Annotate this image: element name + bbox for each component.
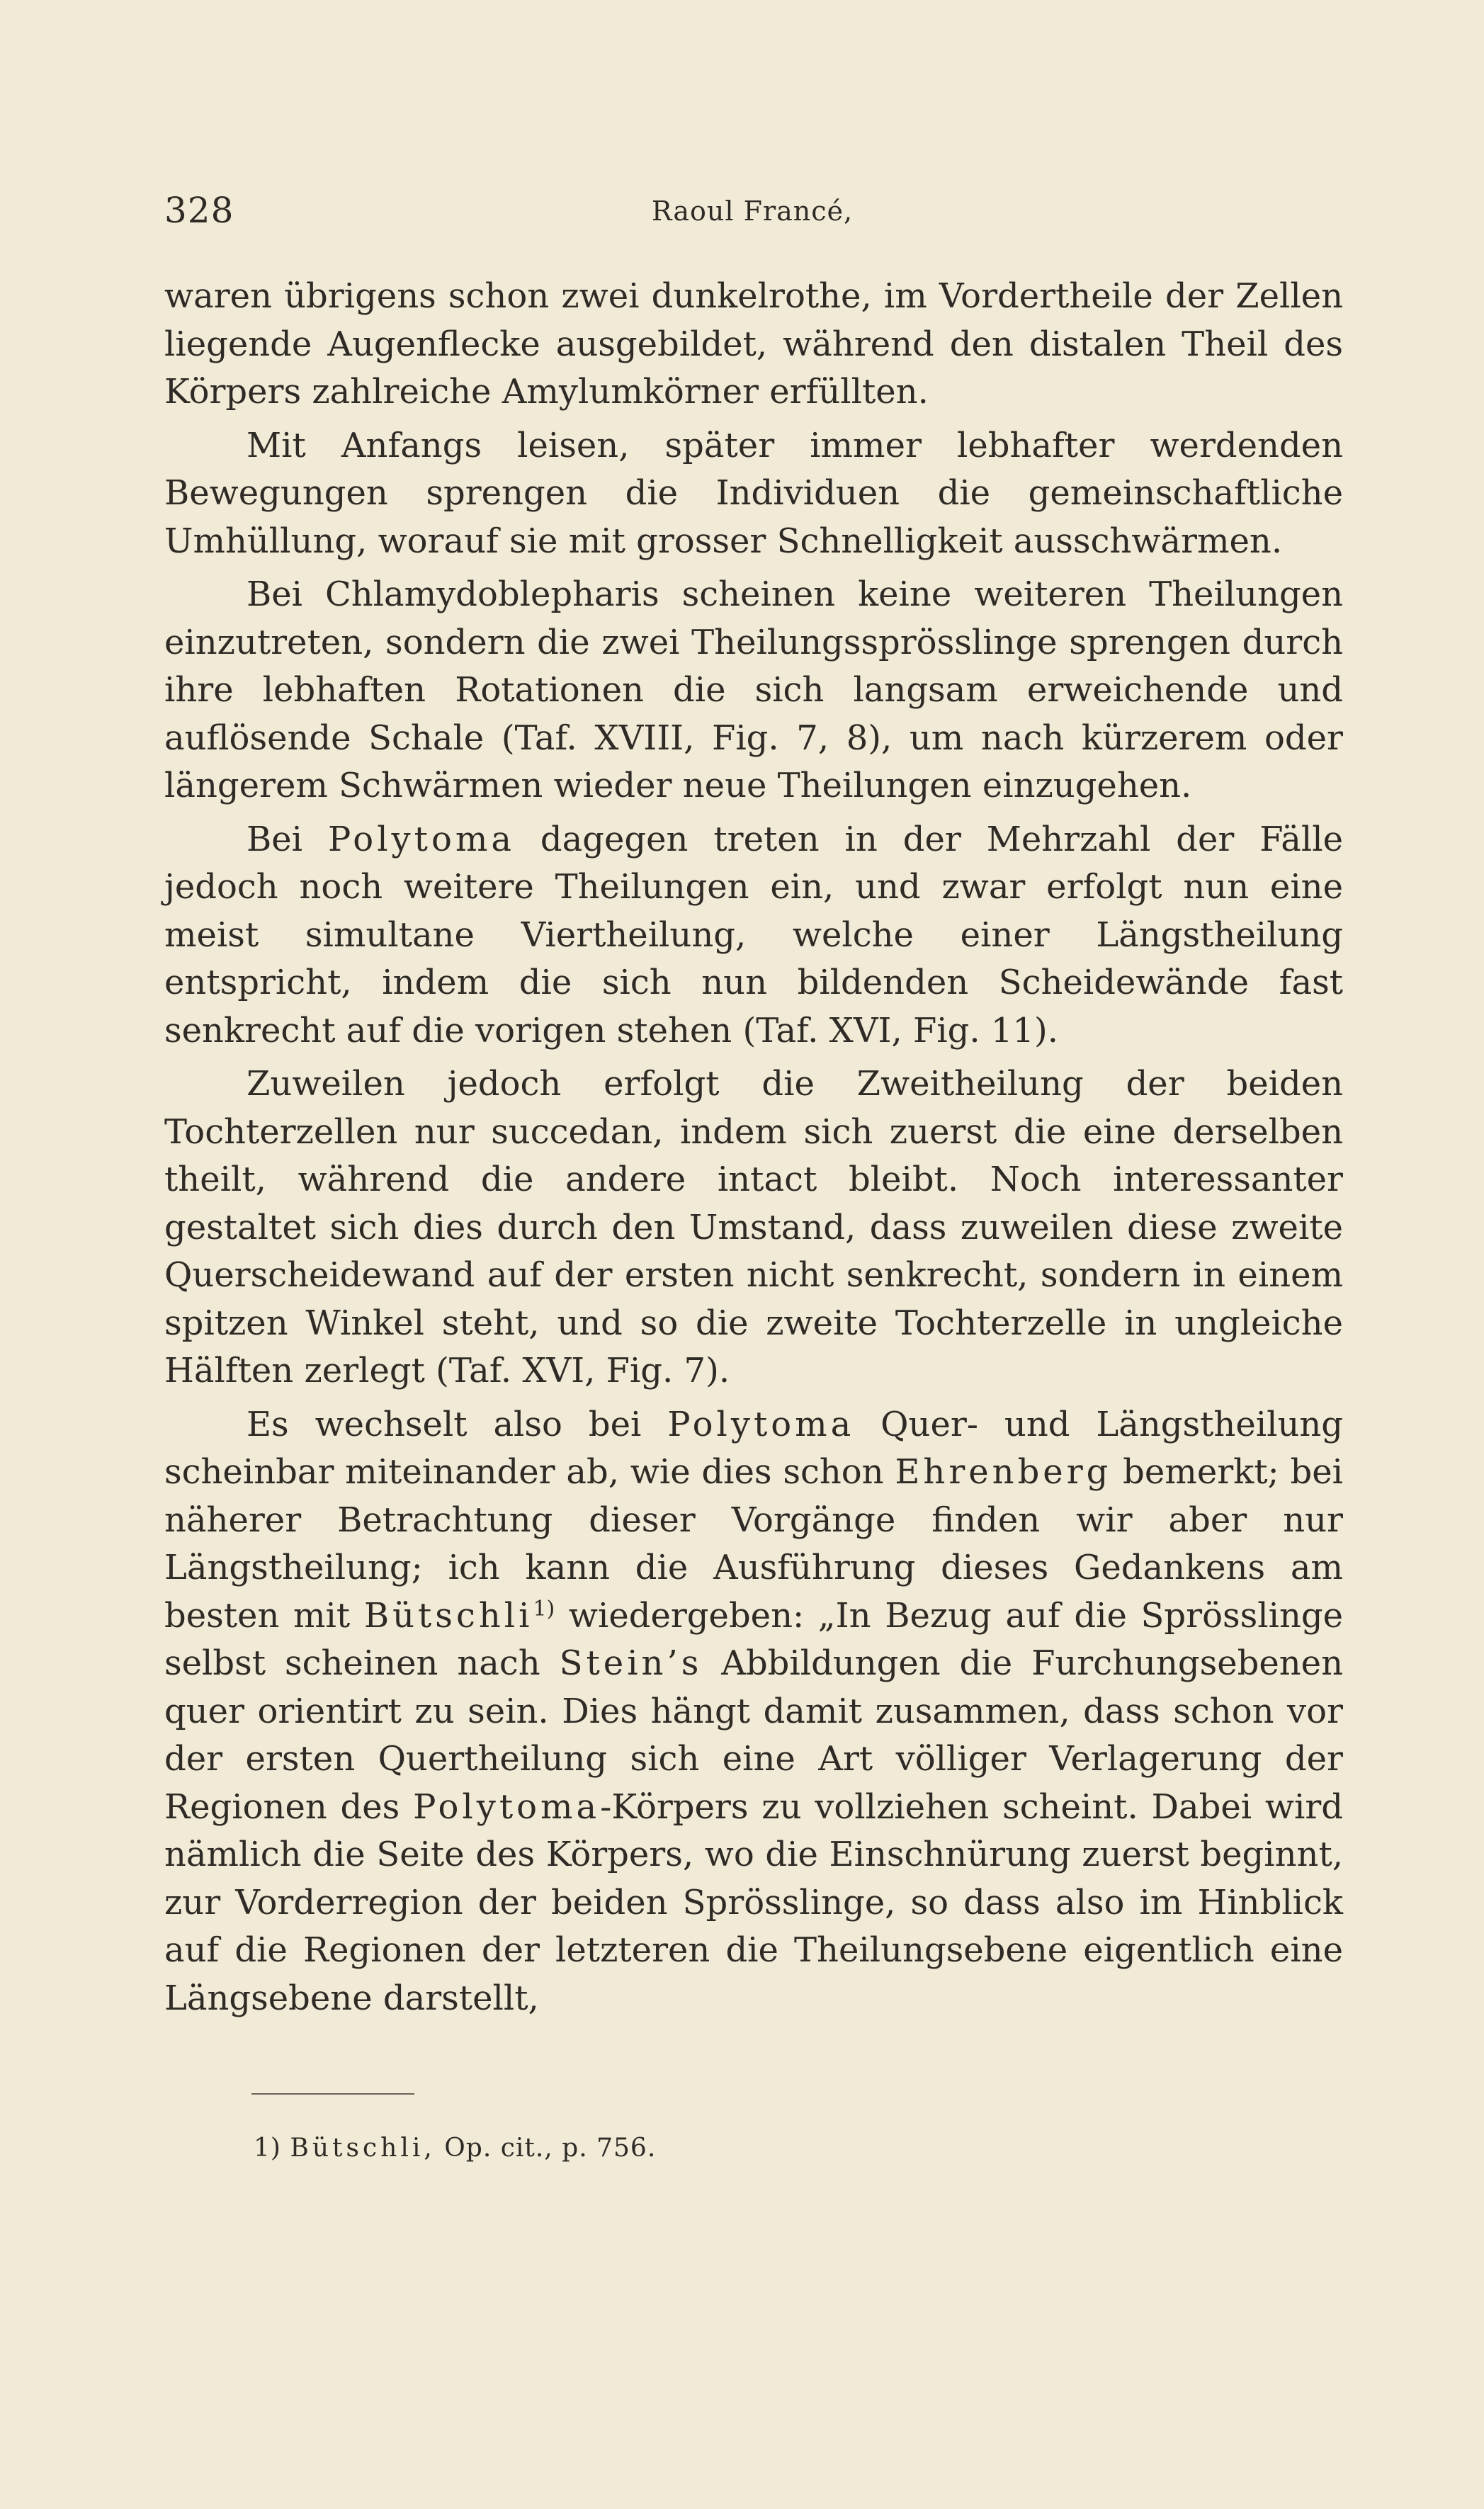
running-head: Raoul Francé,	[651, 196, 854, 227]
emphasized-name: Bütschli	[363, 1595, 533, 1636]
text-segment: -Körpers zu vollziehen scheint. Dabei wird nämlich die Seite des Körpers, wo die Einschnürung zuerst beginnt, zur Vorderregion der beiden Sprösslinge, so dass also im Hinblick auf die Regionen der letzteren die Theilungsebene eigentlich eine Längsebene darstellt,	[164, 1786, 1343, 2018]
text-segment: Es wechselt also bei	[247, 1404, 668, 1444]
emphasized-name: Polytoma	[413, 1786, 601, 1827]
paragraph	[164, 571, 1343, 810]
footnote-reference-marker: 1)	[533, 1596, 555, 1621]
text-segment: Zuweilen jedoch erfolgt die Zweitheilung der beiden Tochterzellen nur succedan, indem sich zuerst die eine derselben theilt, während die andere intact bleibt. Noch interessanter gestaltet sich dies durch den Umstand, dass zuweilen diese zweite Querscheidewand auf der ersten nicht senkrecht, sondern in einem spitzen Winkel steht, und so die zweite Tochterzelle in ungleiche Hälften zerlegt (Taf. XVI, Fig. 7).	[164, 1064, 1343, 1391]
paragraph	[164, 1401, 1343, 2023]
text-segment: Bei	[247, 819, 328, 859]
emphasized-name: Stein’s	[559, 1643, 703, 1683]
text-segment: Abbildungen die Furchungsebenen quer orientirt zu sein. Dies hängt damit zusammen, dass schon vor der ersten Quertheilung sich eine Art völliger Verlagerung der Regionen des	[164, 1643, 1343, 1827]
text-segment: Mit Anfangs leisen, später immer lebhafter werdenden Bewegungen sprengen die Individuen die gemeinschaftliche Umhüllung, worauf sie mit grosser Schnelligkeit ausschwärmen.	[164, 425, 1343, 561]
page-header	[164, 190, 1340, 239]
paragraph	[164, 273, 1343, 417]
text-segment: dagegen treten in der Mehrzahl der Fälle jedoch noch weitere Theilungen ein, und zwar erfolgt nun eine meist simultane Viertheilung, welche einer Längstheilung entspricht, indem die sich nun bildenden Scheidewände fast senkrecht auf die vorigen stehen (Taf. XVI, Fig. 11).	[164, 819, 1343, 1050]
text-segment: bemerkt; bei näherer Betrachtung dieser Vorgänge finden wir aber nur Längstheilung; ich kann die Ausführung dieses Gedankens am besten mit	[164, 1452, 1343, 1636]
paragraph	[164, 422, 1343, 566]
text-segment: Quer- und Längstheilung scheinbar miteinander ab, wie dies schon	[164, 1404, 1344, 1492]
paragraph	[164, 1060, 1343, 1395]
page-number: 328	[164, 190, 234, 231]
text-segment: Bei Chlamydoblepharis scheinen keine weiteren Theilungen einzutreten, sondern die zwei Theilungssprösslinge sprengen durch ihre lebhaften Rotationen die sich langsam erweichende und auflösende Schale (Taf. XVIII, Fig. 7, 8), um nach kürzerem oder längerem Schwärmen wieder neue Theilungen einzugehen.	[164, 574, 1343, 805]
emphasized-name: Ehrenberg	[895, 1452, 1112, 1492]
paragraph	[164, 816, 1343, 1055]
footnote	[254, 2134, 656, 2163]
text-segment: waren übrigens schon zwei dunkelrothe, im Vordertheile der Zellen liegende Augenflecke ausgebildet, während den distalen Theil des Körpers zahlreiche Amylumkörner erfüllten.	[164, 276, 1343, 412]
footnote-marker: 1)	[254, 2134, 281, 2163]
footnote-reference: Op. cit., p. 756.	[444, 2134, 657, 2163]
text-segment: wiedergeben: „In Bezug auf die Sprösslinge selbst scheinen nach	[164, 1595, 1343, 1683]
footnote-rule	[251, 2093, 414, 2095]
emphasized-name: Polytoma	[667, 1404, 855, 1444]
emphasized-name: Polytoma	[327, 819, 515, 859]
footnote-author: Bütschli,	[290, 2134, 436, 2163]
body-text	[164, 273, 1343, 2028]
